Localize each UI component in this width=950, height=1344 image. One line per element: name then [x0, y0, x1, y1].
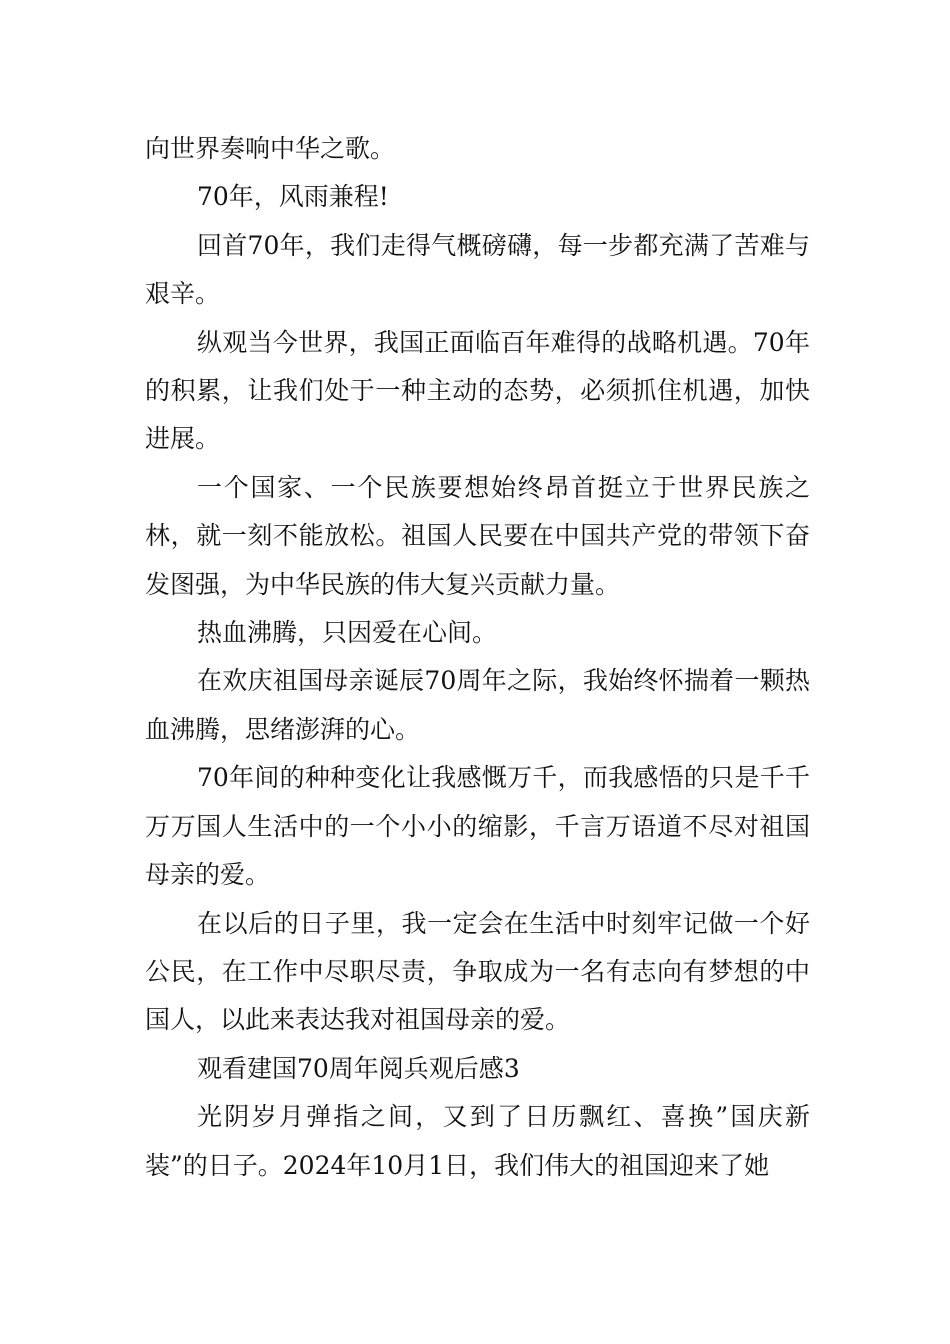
- paragraph-10: 光阴岁月弹指之间，又到了日历飘红、喜换”国庆新装”的日子。2024年10月1日，我们伟大的祖国迎来了她: [145, 1102, 810, 1180]
- paragraph-3: 回首70年，我们走得气概磅礴，每一步都充满了苦难与艰辛。: [145, 230, 810, 309]
- paragraph-1: 向世界奏响中华之歌。: [145, 134, 396, 163]
- paragraph-4: 纵观当今世界，我国正面临百年难得的战略机遇。70年的积累，让我们处于一种主动的态势，必须抓住机遇，加快进展。: [145, 327, 810, 454]
- paragraph-2: 70年，风雨兼程!: [197, 182, 389, 212]
- paragraph-6: 热血沸腾，只因爱在心间。: [197, 618, 498, 648]
- document-body: [145, 125, 810, 1190]
- paragraph-9: 在以后的日子里，我一定会在生活中时刻牢记做一个好公民，在工作中尽职尽责，争取成为一名有志向有梦想的中国人，以此来表达我对祖国母亲的爱。: [145, 908, 810, 1035]
- paragraph-8: 70年间的种种变化让我感慨万千，而我感悟的只是千千万万国人生活中的一个小小的缩影，千言万语道不尽对祖国母亲的爱。: [145, 763, 810, 890]
- paragraph-7: 在欢庆祖国母亲诞辰70周年之际，我始终怀揣着一颗热血沸腾，思绪澎湃的心。: [145, 666, 810, 744]
- section-heading: 观看建国70周年阅兵观后感3: [197, 1053, 520, 1083]
- paragraph-5: 一个国家、一个民族要想始终昂首挺立于世界民族之林，就一刻不能放松。祖国人民要在中国共产党的带领下奋发图强，为中华民族的伟大复兴贡献力量。: [145, 472, 810, 599]
